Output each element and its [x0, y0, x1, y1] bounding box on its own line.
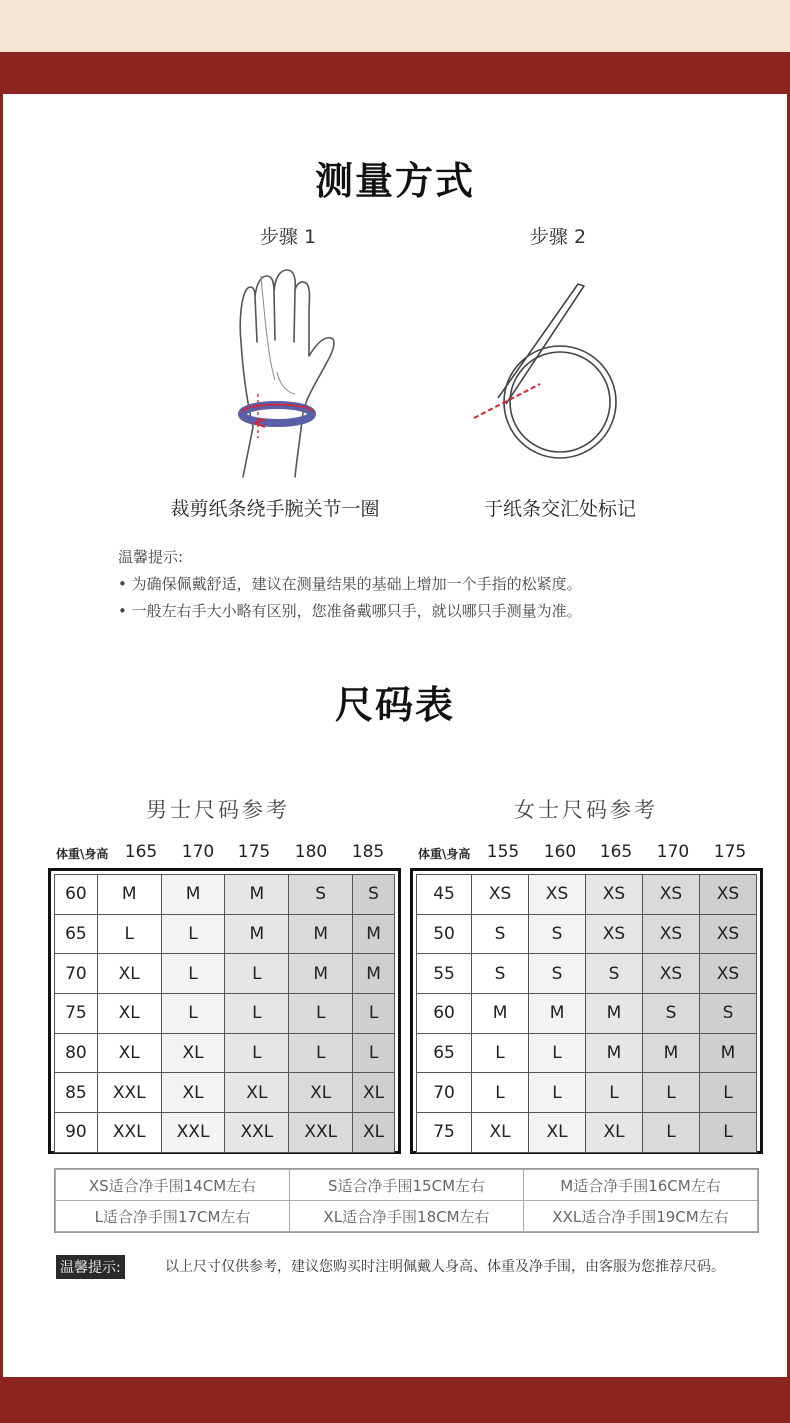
men-size-row [55, 1113, 395, 1153]
men-weight-cell: 65 [55, 914, 98, 954]
tip-item: • 为确保佩戴舒适，建议在测量结果的基础上增加一个手指的松紧度。 [118, 575, 582, 593]
size-legend [54, 1168, 759, 1233]
tip-item: • 一般左右手大小略有区别，您准备戴哪只手，就以哪只手测量为准。 [118, 602, 582, 620]
men-size-cell: L [225, 994, 289, 1034]
women-height-header: 160 [543, 842, 577, 862]
notice-text: 以上尺寸仅供参考，建议您购买时注明佩戴人身高、体重及净手围，由客服为您推荐尺码。 [165, 1259, 725, 1275]
men-size-cell: M [225, 875, 289, 915]
women-weight-cell: 75 [417, 1113, 472, 1153]
men-size-cell: XL [225, 1073, 289, 1113]
women-size-cell: XS [586, 914, 643, 954]
women-size-cell: S [643, 994, 700, 1034]
women-size-cell: S [529, 914, 586, 954]
bottom-banner-red [0, 1377, 790, 1423]
women-size-cell: M [643, 1033, 700, 1073]
women-size-row [417, 1033, 757, 1073]
women-size-cell: S [586, 954, 643, 994]
men-size-cell: M [289, 914, 353, 954]
men-size-cell: XL [161, 1033, 225, 1073]
men-height-header: 165 [124, 842, 158, 862]
legend-cell: XS适合净手围14CM左右 [56, 1170, 290, 1201]
women-size-cell: S [472, 914, 529, 954]
men-size-cell: L [289, 1033, 353, 1073]
women-size-cell: L [699, 1113, 756, 1153]
women-size-cell: XS [529, 875, 586, 915]
men-size-cell: L [225, 954, 289, 994]
men-size-grid [54, 874, 395, 1153]
men-size-cell: L [161, 994, 225, 1034]
women-size-cell: M [586, 994, 643, 1034]
men-size-cell: XL [289, 1073, 353, 1113]
women-size-cell: XS [699, 914, 756, 954]
men-size-cell: M [225, 914, 289, 954]
men-size-cell: S [289, 875, 353, 915]
women-size-cell: L [529, 1033, 586, 1073]
men-weight-cell: 70 [55, 954, 98, 994]
tips-heading: 温馨提示: [118, 548, 184, 566]
women-size-cell: XS [472, 875, 529, 915]
women-size-row [417, 914, 757, 954]
notice-tag: 温馨提示: [56, 1255, 125, 1279]
men-size-row [55, 875, 395, 915]
legend-cell: M适合净手围16CM左右 [524, 1170, 758, 1201]
men-size-cell: M [353, 914, 395, 954]
women-size-row [417, 1113, 757, 1153]
men-size-cell: XXL [225, 1113, 289, 1153]
hand-wrist-measure-icon [225, 262, 345, 482]
women-size-cell: XL [586, 1113, 643, 1153]
men-corner-label: 体重\身高 [56, 847, 109, 861]
men-size-cell: XL [353, 1113, 395, 1153]
men-size-row [55, 954, 395, 994]
women-height-header: 170 [656, 842, 690, 862]
men-size-cell: L [289, 994, 353, 1034]
men-size-cell: XXL [289, 1113, 353, 1153]
men-size-cell: XXL [161, 1113, 225, 1153]
women-size-cell: S [472, 954, 529, 994]
women-size-cell: L [472, 1033, 529, 1073]
women-size-cell: XS [699, 954, 756, 994]
women-size-cell: XL [529, 1113, 586, 1153]
women-height-header: 175 [713, 842, 747, 862]
men-size-cell: XL [97, 994, 161, 1034]
men-size-cell: M [289, 954, 353, 994]
men-size-cell: L [161, 954, 225, 994]
women-size-cell: S [699, 994, 756, 1034]
men-size-cell: L [225, 1033, 289, 1073]
paper-strip-loop-icon [470, 280, 630, 470]
men-size-cell: XXL [97, 1073, 161, 1113]
women-size-cell: XS [586, 875, 643, 915]
women-size-cell: M [699, 1033, 756, 1073]
women-size-cell: XL [472, 1113, 529, 1153]
men-size-cell: S [353, 875, 395, 915]
women-size-cell: M [586, 1033, 643, 1073]
women-size-cell: M [529, 994, 586, 1034]
top-banner-beige [0, 0, 790, 52]
women-size-row [417, 954, 757, 994]
men-size-cell: L [353, 1033, 395, 1073]
women-size-cell: M [472, 994, 529, 1034]
women-size-cell: L [643, 1073, 700, 1113]
left-border [0, 94, 3, 1377]
women-weight-cell: 60 [417, 994, 472, 1034]
women-chart-title: 女士尺码参考 [514, 798, 658, 822]
men-height-header: 185 [351, 842, 385, 862]
women-size-cell: XS [643, 914, 700, 954]
men-size-cell: M [353, 954, 395, 994]
women-size-cell: XS [699, 875, 756, 915]
men-size-cell: XL [97, 1033, 161, 1073]
top-banner-red [0, 52, 790, 94]
women-size-cell: XS [643, 954, 700, 994]
men-weight-cell: 60 [55, 875, 98, 915]
men-size-cell: XL [161, 1073, 225, 1113]
measure-tips [118, 544, 582, 625]
women-header-row [418, 842, 763, 864]
women-weight-cell: 65 [417, 1033, 472, 1073]
men-weight-cell: 75 [55, 994, 98, 1034]
step2-caption: 于纸条交汇处标记 [483, 498, 636, 520]
legend-cell: L适合净手围17CM左右 [56, 1201, 290, 1232]
men-size-table [48, 868, 401, 1154]
men-chart-title: 男士尺码参考 [146, 798, 290, 822]
women-corner-label: 体重\身高 [418, 847, 471, 861]
men-size-row [55, 994, 395, 1034]
women-height-header: 165 [599, 842, 633, 862]
men-height-header: 170 [181, 842, 215, 862]
step2-label: 步骤 2 [529, 226, 587, 248]
men-size-row [55, 914, 395, 954]
women-weight-cell: 45 [417, 875, 472, 915]
men-size-row [55, 1033, 395, 1073]
women-size-table [410, 868, 763, 1154]
step1-label: 步骤 1 [259, 226, 317, 248]
size-chart-title: 尺码表 [334, 683, 455, 727]
men-size-row [55, 1073, 395, 1113]
men-size-cell: L [353, 994, 395, 1034]
women-size-cell: L [529, 1073, 586, 1113]
men-size-cell: L [97, 914, 161, 954]
men-size-cell: XL [353, 1073, 395, 1113]
women-size-row [417, 994, 757, 1034]
women-size-row [417, 1073, 757, 1113]
measure-title: 测量方式 [314, 159, 475, 203]
women-height-header: 155 [486, 842, 520, 862]
men-height-header: 175 [237, 842, 271, 862]
women-weight-cell: 55 [417, 954, 472, 994]
men-header-row [56, 842, 401, 864]
men-height-header: 180 [294, 842, 328, 862]
legend-cell: XL适合净手围18CM左右 [290, 1201, 524, 1232]
women-size-cell: S [529, 954, 586, 994]
men-weight-cell: 85 [55, 1073, 98, 1113]
women-size-cell: L [472, 1073, 529, 1113]
men-weight-cell: 90 [55, 1113, 98, 1153]
legend-cell: XXL适合净手围19CM左右 [524, 1201, 758, 1232]
women-weight-cell: 50 [417, 914, 472, 954]
men-size-cell: XL [97, 954, 161, 994]
step1-caption: 裁剪纸条绕手腕关节一圈 [170, 498, 380, 520]
women-weight-cell: 70 [417, 1073, 472, 1113]
men-size-cell: XXL [97, 1113, 161, 1153]
men-size-cell: L [161, 914, 225, 954]
women-size-cell: XS [643, 875, 700, 915]
women-size-grid [416, 874, 757, 1153]
women-size-row [417, 875, 757, 915]
men-size-cell: M [161, 875, 225, 915]
women-size-cell: L [699, 1073, 756, 1113]
women-size-cell: L [643, 1113, 700, 1153]
women-size-cell: L [586, 1073, 643, 1113]
men-size-cell: M [97, 875, 161, 915]
men-weight-cell: 80 [55, 1033, 98, 1073]
legend-cell: S适合净手围15CM左右 [290, 1170, 524, 1201]
